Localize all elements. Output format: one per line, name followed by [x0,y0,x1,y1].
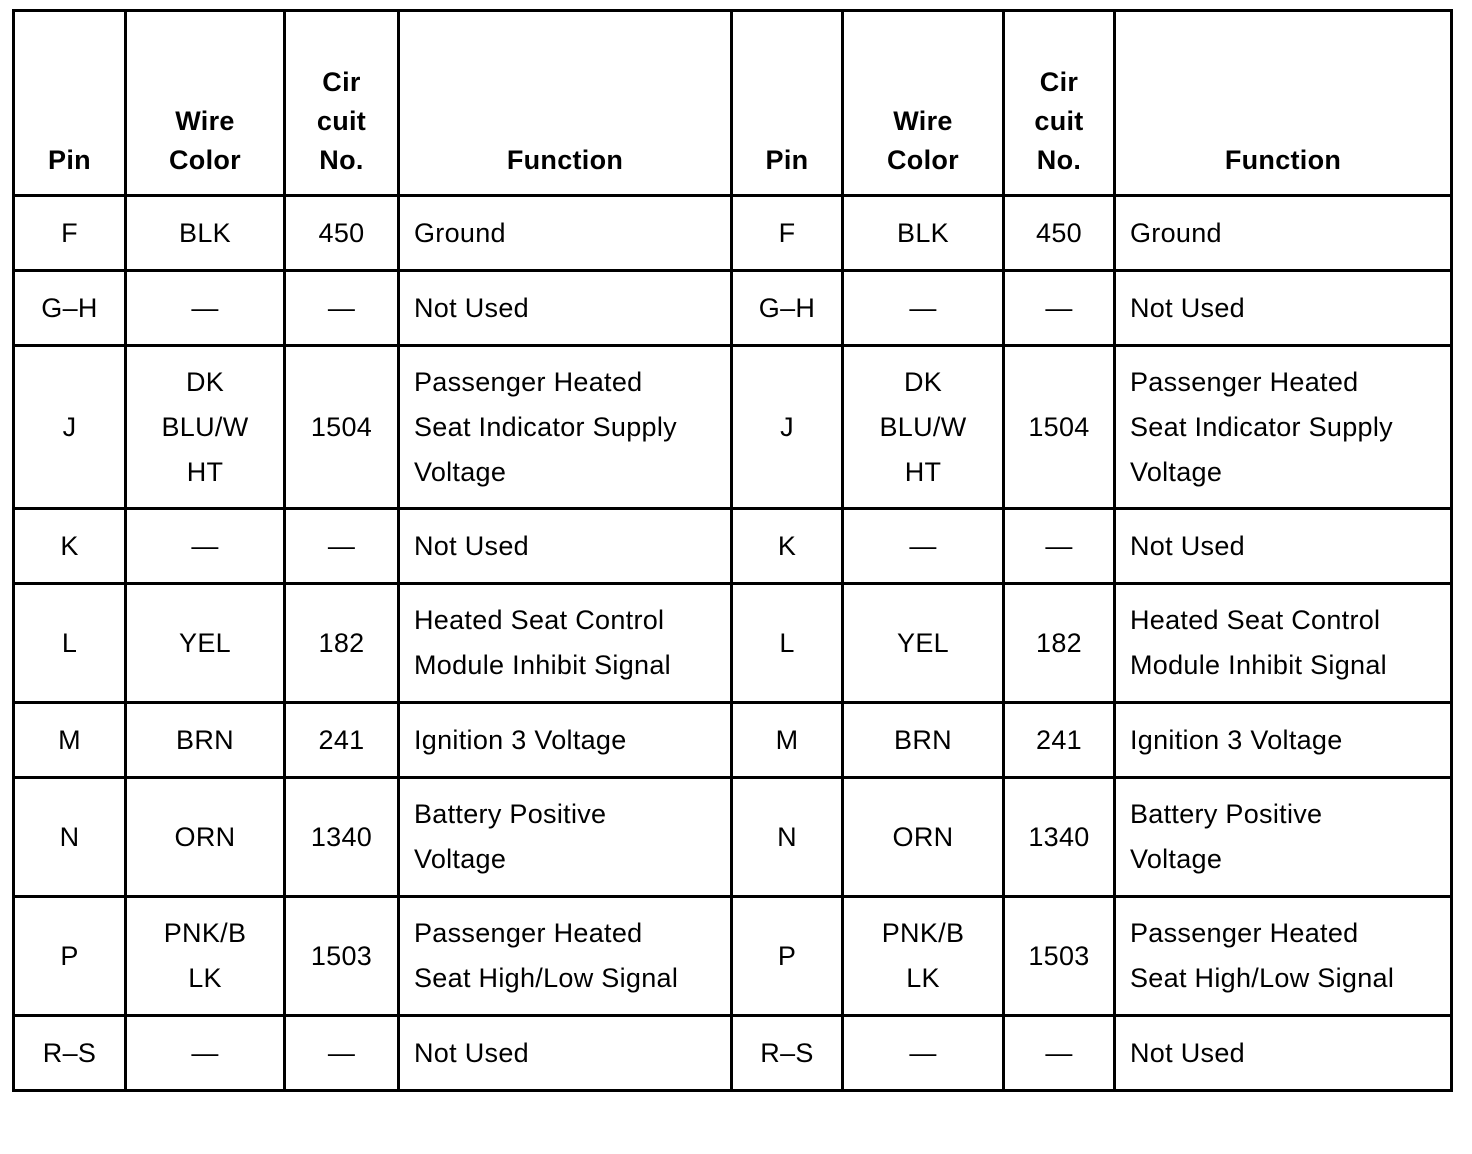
function-cell [1115,271,1452,346]
circuit-no-cell-text: 182 [318,627,365,658]
function-cell [1115,703,1452,778]
pin-cell [14,897,126,1016]
pin-cell-text: F [61,217,78,248]
function-cell-text: Ground [1130,217,1222,248]
circuit-no-cell [285,897,399,1016]
header-circuit-no: Cir cuit No. [1004,11,1115,196]
function-cell [1115,897,1452,1016]
wire-color-cell-text: ORN [174,821,236,852]
wire-color-cell [126,509,285,584]
pin-cell [14,1016,126,1091]
function-cell-text: Not Used [1130,530,1245,561]
circuit-no-cell [1004,509,1115,584]
wire-color-cell [126,703,285,778]
pin-cell [14,778,126,897]
pin-cell-text: R–S [760,1037,814,1068]
table-row [14,509,1452,584]
function-cell [399,897,732,1016]
circuit-no-cell [1004,346,1115,509]
pin-cell-text: R–S [42,1037,97,1068]
circuit-no-cell [1004,897,1115,1016]
wire-color-cell [843,1016,1004,1091]
wire-color-cell [126,897,285,1016]
wire-color-cell [843,703,1004,778]
function-cell-text: Not Used [414,292,529,323]
header-function: Function [399,11,732,196]
function-cell [1115,509,1452,584]
wire-color-cell-text: ORN [892,821,954,852]
wire-color-cell-text: DK BLU/W HT [161,366,249,487]
pin-cell [732,703,843,778]
function-cell-text: Ignition 3 Voltage [1130,724,1343,755]
circuit-no-cell-text: 1504 [310,411,373,442]
pin-cell [732,1016,843,1091]
wire-color-cell-text: — [909,530,937,561]
circuit-no-cell-text: 182 [1036,627,1082,658]
header-function: Function [1115,11,1452,196]
pin-cell [14,271,126,346]
function-cell [399,703,732,778]
pin-cell-text: P [777,940,797,971]
wire-color-cell [843,271,1004,346]
header-wire-color: Wire Color [843,11,1004,196]
function-cell-text: Battery Positive Voltage [414,799,607,874]
wire-color-cell-text: — [191,292,219,323]
circuit-no-cell [285,584,399,703]
pin-cell [14,509,126,584]
function-cell [1115,584,1452,703]
pin-cell-text: G–H [758,292,816,323]
table-row [14,196,1452,271]
function-cell [1115,778,1452,897]
pin-cell [14,196,126,271]
pin-cell-text: J [780,411,794,442]
pin-cell [14,703,126,778]
circuit-no-cell [285,346,399,509]
circuit-no-cell [1004,584,1115,703]
table-body [14,196,1452,1091]
function-cell-text: Passenger Heated Seat High/Low Signal [414,918,679,993]
function-cell [399,346,732,509]
function-cell [399,778,732,897]
wire-color-cell-text: PNK/B LK [881,918,965,993]
function-cell-text: Ground [414,217,506,248]
function-cell [399,1016,732,1091]
function-cell-text: Not Used [414,1037,529,1068]
table-row [14,778,1452,897]
table-row [14,703,1452,778]
function-cell [1115,196,1452,271]
circuit-no-cell [285,271,399,346]
connector-pinout-table [12,9,1453,1092]
table-row [14,897,1452,1016]
function-cell-text: Heated Seat Control Module Inhibit Signal [414,605,671,680]
header-wire-color: Wire Color [126,11,285,196]
pin-cell [732,509,843,584]
circuit-no-cell-text: — [327,292,356,323]
pin-cell-text: F [778,217,796,248]
pin-cell-text: M [58,724,81,755]
wire-color-cell-text: BRN [894,724,952,755]
circuit-no-cell-text: — [327,530,356,561]
header-pin: Pin [14,11,126,196]
wire-color-cell-text: BLK [179,217,231,248]
table-row [14,346,1452,509]
pin-cell-text: N [59,821,80,852]
circuit-no-cell-text: — [327,1037,356,1068]
circuit-no-cell [1004,271,1115,346]
wire-color-cell [126,584,285,703]
circuit-no-cell-text: — [1045,1037,1073,1068]
circuit-no-cell [1004,196,1115,271]
function-cell [399,584,732,703]
function-cell-text: Ignition 3 Voltage [414,724,627,755]
function-cell-text: Passenger Heated Seat Indicator Supply Voltage [1130,366,1393,487]
function-cell-text: Not Used [1130,292,1245,323]
table-row [14,584,1452,703]
wire-color-cell [126,271,285,346]
table-row [14,1016,1452,1091]
function-cell-text: Battery Positive Voltage [1130,799,1323,874]
wire-color-cell [126,346,285,509]
header-row [14,11,1452,196]
circuit-no-cell [1004,1016,1115,1091]
function-cell [399,196,732,271]
wire-color-cell-text: BLK [897,217,949,248]
pin-cell-text: M [775,724,799,755]
wire-color-cell-text: YEL [897,627,949,658]
wire-color-cell [843,897,1004,1016]
pin-cell-text: N [777,821,797,852]
circuit-no-cell [285,703,399,778]
table-row [14,271,1452,346]
header-circuit-no: Cir cuit No. [285,11,399,196]
function-cell-text: Not Used [1130,1037,1245,1068]
pin-cell [732,346,843,509]
wire-color-cell-text: — [909,292,937,323]
circuit-no-cell-text: 241 [318,724,365,755]
header-pin: Pin [732,11,843,196]
circuit-no-cell [285,509,399,584]
pin-cell-text: K [60,530,79,561]
pin-cell [14,346,126,509]
pin-cell-text: G–H [41,292,98,323]
wire-color-cell [126,1016,285,1091]
wire-color-cell [843,509,1004,584]
circuit-no-cell [1004,703,1115,778]
function-cell-text: Heated Seat Control Module Inhibit Signal [1130,605,1387,680]
circuit-no-cell-text: 450 [1036,217,1082,248]
pin-cell [732,897,843,1016]
circuit-no-cell [285,778,399,897]
circuit-no-cell-text: — [1045,530,1073,561]
function-cell-text: Passenger Heated Seat High/Low Signal [1130,918,1395,993]
function-cell-text: Passenger Heated Seat Indicator Supply Voltage [414,366,677,487]
wire-color-cell [126,778,285,897]
circuit-no-cell-text: 1340 [310,821,373,852]
function-cell [399,271,732,346]
circuit-no-cell-text: 241 [1036,724,1082,755]
wire-color-cell [843,346,1004,509]
circuit-no-cell-text: 1504 [1028,411,1090,442]
wire-color-cell [843,584,1004,703]
circuit-no-cell-text: 1503 [1028,940,1090,971]
wire-color-cell [843,196,1004,271]
wire-color-cell-text: YEL [179,627,231,658]
pin-cell [732,778,843,897]
circuit-no-cell-text: 1340 [1028,821,1090,852]
circuit-no-cell-text: 450 [318,217,365,248]
wire-color-cell-text: DK BLU/W HT [879,366,967,487]
wire-color-cell [843,778,1004,897]
pin-cell [732,584,843,703]
function-cell [1115,346,1452,509]
pin-cell [732,196,843,271]
wire-color-cell-text: BRN [176,724,234,755]
circuit-no-cell [285,1016,399,1091]
pin-cell-text: K [777,530,797,561]
pin-cell-text: L [61,627,78,658]
circuit-no-cell [285,196,399,271]
function-cell-text: Not Used [414,530,529,561]
pin-cell [732,271,843,346]
pin-cell-text: J [62,411,77,442]
wire-color-cell-text: — [191,530,219,561]
pin-cell-text: P [60,940,79,971]
function-cell [399,509,732,584]
pin-cell [14,584,126,703]
wire-color-cell-text: — [909,1037,937,1068]
circuit-no-cell-text: — [1045,292,1073,323]
wire-color-cell-text: PNK/B LK [163,918,247,993]
circuit-no-cell-text: 1503 [310,940,373,971]
pin-cell-text: L [779,627,795,658]
circuit-no-cell [1004,778,1115,897]
wire-color-cell-text: — [191,1037,219,1068]
function-cell [1115,1016,1452,1091]
wire-color-cell [126,196,285,271]
